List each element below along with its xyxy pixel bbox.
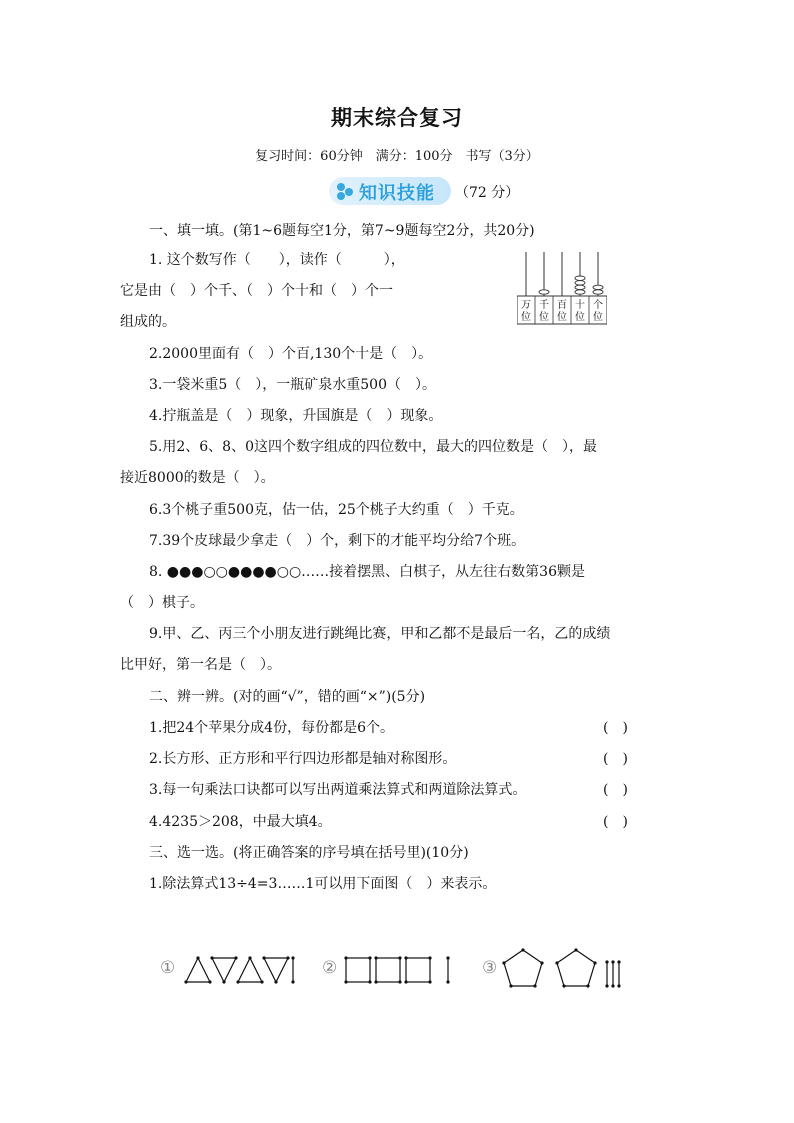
abacus-place-label: 位 bbox=[521, 312, 531, 323]
option-1-triangles-figure bbox=[184, 954, 296, 986]
judge-3: 3.每一句乘法口诀都可以写出两道乘法算式和两道除法算式。 bbox=[149, 782, 527, 798]
section-1-heading: 一、填一填。(第1~6题每空1分，第7~9题每空2分，共20分) bbox=[149, 223, 535, 239]
option-3-pentagons-figure bbox=[502, 946, 624, 990]
abacus-bead bbox=[575, 281, 585, 285]
q9-line-1: 9.甲、乙、丙三个小朋友进行跳绳比赛，甲和乙都不是最后一名，乙的成绩 bbox=[149, 626, 611, 642]
abacus-bead bbox=[539, 290, 549, 294]
section-badge bbox=[329, 177, 451, 205]
q8-line-2: （ ）棋子。 bbox=[120, 595, 204, 611]
abacus-place-label: 位 bbox=[539, 312, 549, 323]
abacus-place-label: 万 bbox=[521, 300, 531, 311]
judge-2: 2.长方形、正方形和平行四边形都是轴对称图形。 bbox=[149, 751, 457, 767]
judge-2-answer[interactable]: ( ) bbox=[603, 751, 628, 767]
abacus-bead bbox=[575, 290, 585, 294]
section-2-heading: 二、辨一辨。(对的画“√”，错的画“×”)(5分) bbox=[149, 689, 426, 705]
q5-line-1: 5.用2、6、8、0这四个数字组成的四位数中，最大的四位数是（ ），最 bbox=[149, 439, 597, 455]
judge-1-answer[interactable]: ( ) bbox=[603, 720, 628, 736]
q3: 3.一袋米重5（ ），一瓶矿泉水重500（ ）。 bbox=[149, 377, 436, 393]
judge-4-answer[interactable]: ( ) bbox=[603, 814, 628, 830]
abacus-place-label: 个 bbox=[593, 300, 603, 311]
q5-line-2: 接近8000的数是（ ）。 bbox=[120, 470, 275, 486]
abacus-bead bbox=[575, 285, 585, 289]
choice-figures bbox=[160, 946, 640, 994]
q9-line-2: 比甲好，第一名是（ ）。 bbox=[120, 657, 281, 673]
page-title: 期末综合复习 bbox=[331, 106, 463, 130]
q6: 6.3个桃子重500克，估一估，25个桃子大约重（ ）千克。 bbox=[149, 502, 524, 518]
option-2-squares-figure bbox=[344, 954, 454, 986]
q7: 7.39个皮球最少拿走（ ）个，剩下的才能平均分给7个班。 bbox=[149, 533, 526, 549]
choice-1: 1.除法算式13÷4=3……1可以用下面图（ ）来表示。 bbox=[149, 876, 497, 892]
abacus-place-label: 十 bbox=[575, 300, 585, 311]
judge-4: 4.4235＞208，中最大填4。 bbox=[149, 814, 332, 830]
abacus-bead bbox=[593, 290, 603, 294]
q1-line-1: 1. 这个数写作（ ），读作（ ）， bbox=[149, 252, 405, 268]
section-3-heading: 三、选一选。(将正确答案的序号填在括号里)(10分) bbox=[149, 845, 469, 861]
judge-1: 1.把24个苹果分成4份，每份都是6个。 bbox=[149, 720, 394, 736]
q1-line-2: 它是由（ ）个千、（ ）个十和（ ）个一 bbox=[120, 283, 393, 299]
abacus-figure bbox=[517, 250, 607, 326]
page-subtitle: 复习时间：60分钟 满分：100分 书写（3分） bbox=[255, 149, 539, 164]
judge-3-answer[interactable]: ( ) bbox=[603, 782, 628, 798]
q2: 2.2000里面有（ ）个百,130个十是（ ）。 bbox=[149, 346, 433, 362]
option-3-label[interactable]: ③ bbox=[482, 958, 498, 978]
q8-line-1: 8. ●●●○○●●●●○○……接着摆黑、白棋子，从左往右数第36颗是 bbox=[149, 564, 585, 580]
dots-icon bbox=[337, 183, 357, 201]
abacus-place-label: 位 bbox=[557, 312, 567, 323]
abacus-place-label: 百 bbox=[557, 300, 567, 311]
abacus-place-label: 位 bbox=[575, 312, 585, 323]
abacus-place-label: 千 bbox=[539, 300, 549, 311]
abacus-place-label: 位 bbox=[593, 312, 603, 323]
abacus-bead bbox=[593, 285, 603, 289]
option-1-label[interactable]: ① bbox=[160, 958, 176, 978]
q4: 4.拧瓶盖是（ ）现象，升国旗是（ ）现象。 bbox=[149, 408, 443, 424]
section-score: （72 分） bbox=[455, 185, 520, 201]
abacus-bead bbox=[575, 276, 585, 280]
section-badge-label: 知识技能 bbox=[359, 183, 435, 204]
option-2-label[interactable]: ② bbox=[322, 958, 338, 978]
q1-line-3: 组成的。 bbox=[120, 314, 176, 330]
